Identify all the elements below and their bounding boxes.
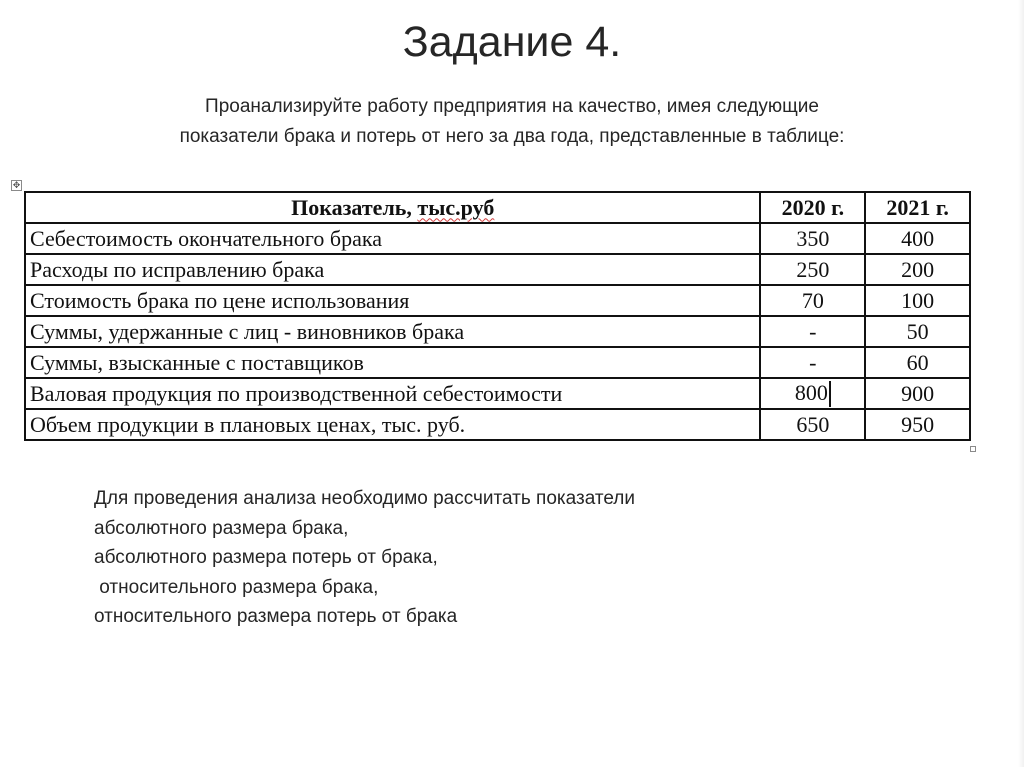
data-table — [24, 191, 971, 441]
notes-line: относительного размера потерь от брака — [94, 606, 458, 627]
value-2021: 900 — [865, 378, 970, 409]
value-2021: 50 — [865, 316, 970, 347]
row-label: Объем продукции в плановых ценах, тыс. руб. — [25, 409, 760, 440]
table-row — [25, 378, 970, 409]
table-move-handle-icon[interactable]: ✥ — [12, 180, 21, 190]
notes-line: относительного размера брака, — [94, 576, 379, 598]
value-2020-cell[interactable] — [760, 378, 865, 409]
notes-line: Для проведения анализа необходимо рассчитать показатели — [94, 488, 635, 509]
row-label: Суммы, взысканные с поставщиков — [25, 347, 760, 378]
intro-line: показатели брака и потерь от него за два года, представленные в таблице: — [179, 126, 845, 147]
row-label: Валовая продукция по производственной себестоимости — [25, 378, 760, 409]
header-indicator-label: Показатель, — [291, 194, 418, 220]
value-2020: 650 — [760, 409, 865, 440]
slide-edge-shadow — [1018, 0, 1024, 767]
value-2020: 350 — [760, 223, 865, 254]
value-2021: 200 — [865, 254, 970, 285]
row-label: Расходы по исправлению брака — [25, 254, 760, 285]
value-2021: 100 — [865, 285, 970, 316]
intro-text — [62, 92, 962, 152]
row-label: Суммы, удержанные с лиц - виновников брака — [25, 316, 760, 347]
notes-line: абсолютного размера брака, — [94, 517, 349, 539]
table-row — [25, 254, 970, 285]
header-year-2020: 2020 г. — [760, 192, 865, 223]
header-indicator-unit: тыс.руб — [417, 194, 495, 220]
value-2020: 250 — [760, 254, 865, 285]
slide-title: Задание 4. — [402, 18, 622, 66]
table-row — [25, 347, 970, 378]
row-label: Себестоимость окончательного брака — [25, 223, 760, 254]
table-row — [25, 316, 970, 347]
text-cursor — [829, 381, 831, 407]
table-row — [25, 285, 970, 316]
value-2021: 950 — [865, 409, 970, 440]
row-label: Стоимость брака по цене использования — [25, 285, 760, 316]
value-2020: 70 — [760, 285, 865, 316]
table-resize-handle-icon[interactable] — [970, 446, 976, 452]
value-2021: 400 — [865, 223, 970, 254]
table-header-row — [25, 192, 970, 223]
value-2020: - — [760, 316, 865, 347]
value-2021: 60 — [865, 347, 970, 378]
value-2020: - — [760, 347, 865, 378]
notes-line: абсолютного размера потерь от брака, — [94, 547, 438, 568]
header-year-2021: 2021 г. — [865, 192, 970, 223]
header-indicator — [25, 192, 760, 223]
value-2020: 800 — [794, 379, 828, 405]
intro-line: Проанализируйте работу предприятия на качество, имея следующие — [205, 96, 819, 117]
task-notes — [94, 484, 854, 632]
table-row — [25, 223, 970, 254]
table-row — [25, 409, 970, 440]
